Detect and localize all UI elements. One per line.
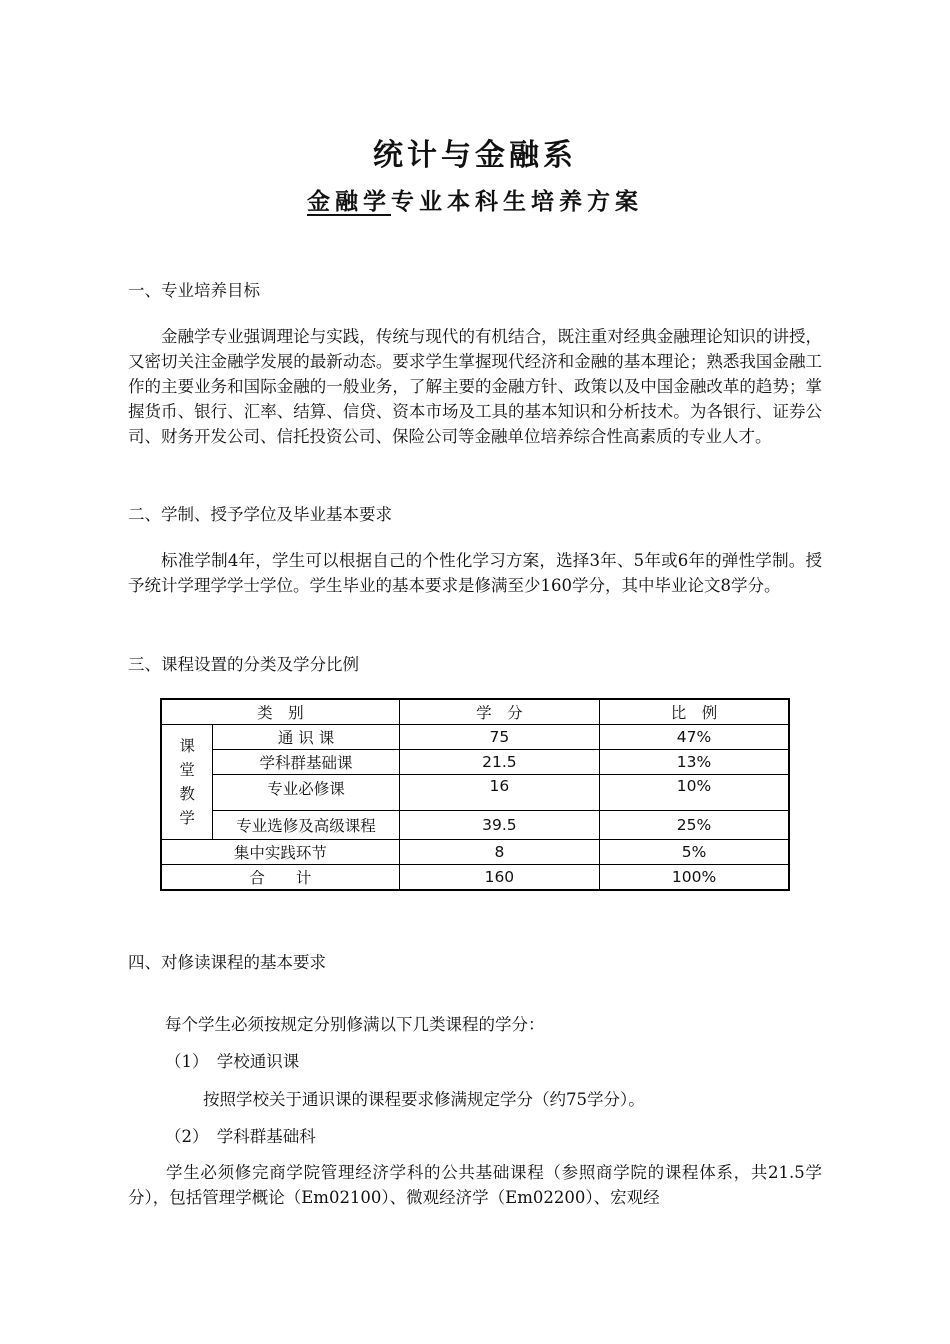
row-credits: 8 <box>399 840 599 865</box>
row-credits: 160 <box>399 865 599 891</box>
row-ratio: 13% <box>600 750 789 775</box>
row-ratio: 5% <box>600 840 789 865</box>
section-2-heading: 二、学制、授予学位及毕业基本要求 <box>128 505 392 524</box>
row-credits: 16 <box>399 775 599 811</box>
department-title: 统计与金融系 <box>373 138 577 173</box>
row-credits: 39.5 <box>399 811 599 840</box>
row-ratio: 25% <box>600 811 789 840</box>
item-1-text: 按照学校关于通识课的课程要求修满规定学分（约75学分）。 <box>203 1090 645 1109</box>
item-1-label: （1） 学校通识课 <box>165 1052 300 1071</box>
row-credits: 21.5 <box>399 750 599 775</box>
item-2-text: 学生必须修完商学院管理经济学科的公共基础课程（参照商学院的课程体系，共21.5学分），包括管理学概论（Em02100）、微观经济学（Em02200）、宏观经 <box>128 1163 822 1207</box>
section-1-body: 金融学专业强调理论与实践，传统与现代的有机结合，既注重对经典金融理论知识的讲授，又密切关注金融学发展的最新动态。要求学生掌握现代经济和金融的基本理论；熟悉我国金融工作的主要业务和国际金融的一般业务，了解主要的金融方针、政策以及中国金融改革的趋势；掌握货币、银行、汇率、结算、信贷、资本市场及工具的基本知识和分析技术。为各银行、证券公司、财务开发公司、信托投资公司、保险公司等金融单位培养综合性高素质的专业人才。 <box>128 327 822 446</box>
credit-table <box>160 698 790 891</box>
table-row <box>161 750 789 775</box>
row-name: 合 计 <box>161 865 399 891</box>
section-1-heading: 一、专业培养目标 <box>128 281 260 300</box>
row-name: 学科群基础课 <box>213 750 399 775</box>
table-row-total <box>161 865 789 891</box>
row-name: 通 识 课 <box>213 725 399 750</box>
table-row <box>161 811 789 840</box>
table-row <box>161 725 789 750</box>
table-header-row <box>161 699 789 725</box>
row-credits: 75 <box>399 725 599 750</box>
table-row-practice <box>161 840 789 865</box>
header-credits: 学 分 <box>399 699 599 725</box>
row-ratio: 100% <box>600 865 789 891</box>
table-row <box>161 775 789 811</box>
header-category: 类 别 <box>161 699 399 725</box>
row-name: 专业选修及高级课程 <box>213 811 399 840</box>
plan-title-major: 金融学 <box>307 188 391 215</box>
group-label-classroom: 课 堂 教 学 <box>161 725 213 840</box>
section-4-heading: 四、对修读课程的基本要求 <box>128 953 326 972</box>
row-ratio: 47% <box>600 725 789 750</box>
plan-title-rest: 专业本科生培养方案 <box>391 188 643 215</box>
section-2-body: 标准学制4年，学生可以根据自己的个性化学习方案，选择3年、5年或6年的弹性学制。授予统计学理学学士学位。学生毕业的基本要求是修满至少160学分，其中毕业论文8学分。 <box>128 551 822 595</box>
row-name: 集中实践环节 <box>161 840 399 865</box>
section-4-intro: 每个学生必须按规定分别修满以下几类课程的学分： <box>165 1015 545 1034</box>
header-ratio: 比 例 <box>600 699 789 725</box>
row-ratio: 10% <box>600 775 789 811</box>
section-3-heading: 三、课程设置的分类及学分比例 <box>128 655 359 674</box>
row-name: 专业必修课 <box>213 775 399 811</box>
plan-title <box>0 183 950 216</box>
item-2-label: （2） 学科群基础科 <box>165 1127 316 1146</box>
